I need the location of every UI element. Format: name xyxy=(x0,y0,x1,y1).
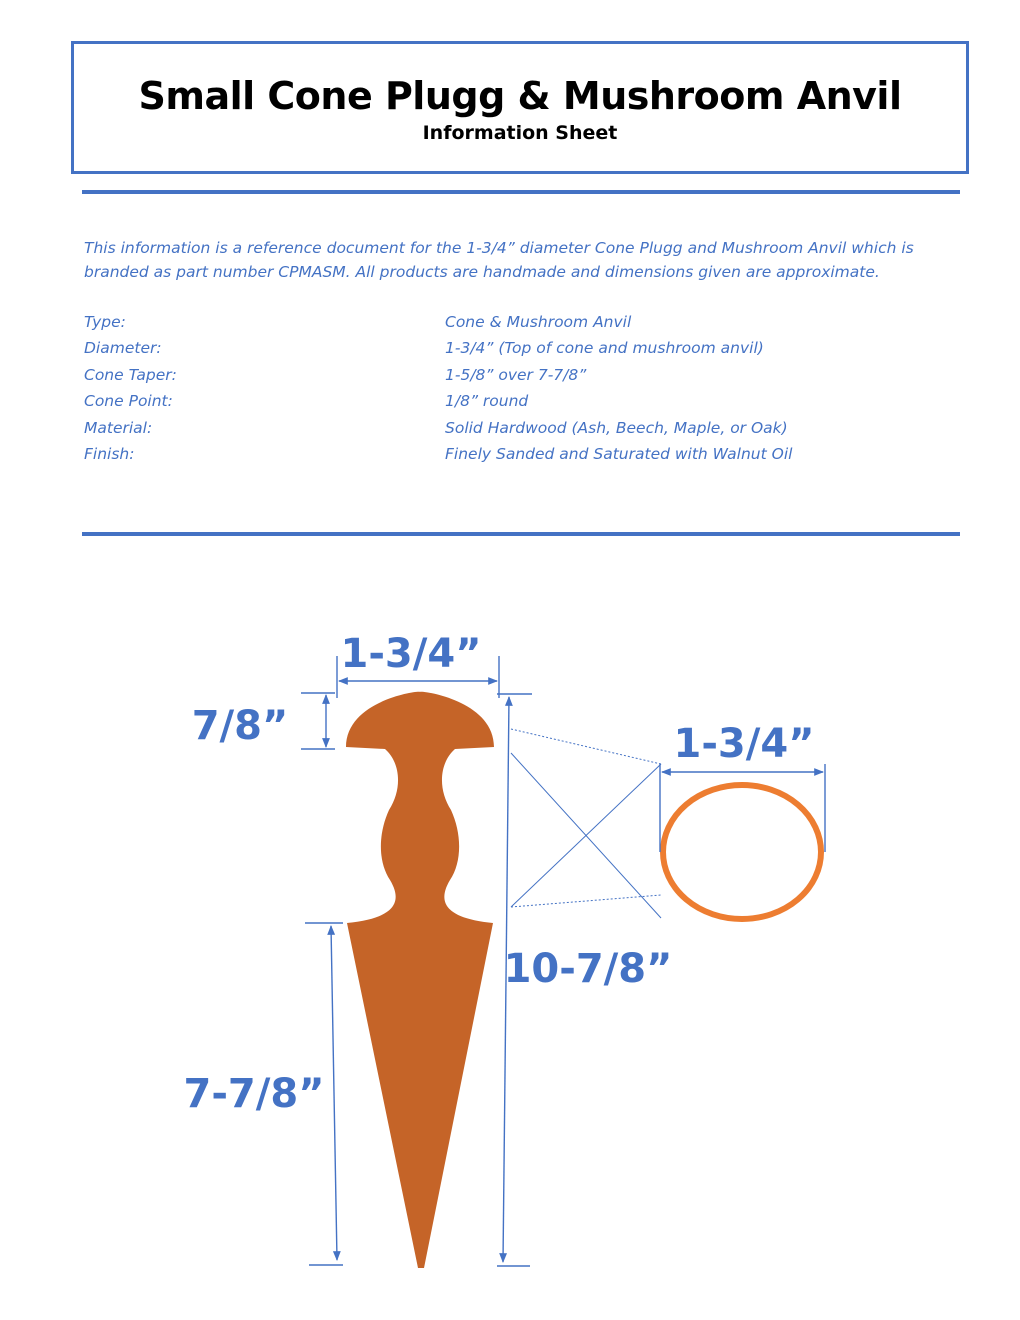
spec-label: Finish: xyxy=(84,444,135,463)
spec-label: Cone Taper: xyxy=(84,365,177,384)
cross-section-ring xyxy=(663,785,821,919)
spec-label: Type: xyxy=(84,313,126,331)
spec-label: Cone Point: xyxy=(84,392,173,411)
spec-label: Diameter: xyxy=(84,339,162,358)
spec-value: Solid Hardwood (Ash, Beech, Maple, or Oak) xyxy=(445,418,788,437)
cone-length-label: 7-7/8” xyxy=(183,1071,325,1117)
spec-label: Material: xyxy=(84,418,153,437)
top-width-label: 1-3/4” xyxy=(340,631,482,677)
intro-paragraph: This information is a reference document for the 1-3/4” diameter Cone Plugg and Mushroom Anvil which is branded as part number CPMASM. All products are handmade and dimensions given are approximate. xyxy=(84,239,914,281)
projection-line xyxy=(511,895,661,907)
spec-value: Finely Sanded and Saturated with Walnut Oil xyxy=(445,444,793,463)
page-subtitle: Information Sheet xyxy=(422,122,618,144)
page-title: Small Cone Plugg & Mushroom Anvil xyxy=(138,74,902,118)
total-length-label: 10-7/8” xyxy=(503,946,673,992)
cone-plugg-silhouette xyxy=(346,692,494,1268)
spec-value: Cone & Mushroom Anvil xyxy=(445,313,632,331)
cap-height-label: 7/8” xyxy=(191,703,289,749)
circle-width-label: 1-3/4” xyxy=(673,721,815,767)
spec-value: 1/8” round xyxy=(445,392,529,411)
spec-value: 1-3/4” (Top of cone and mushroom anvil) xyxy=(445,339,764,358)
projection-line xyxy=(511,764,661,907)
cone-length-dimension-line xyxy=(331,926,337,1260)
spec-value: 1-5/8” over 7-7/8” xyxy=(445,365,587,384)
projection-line xyxy=(511,729,661,764)
